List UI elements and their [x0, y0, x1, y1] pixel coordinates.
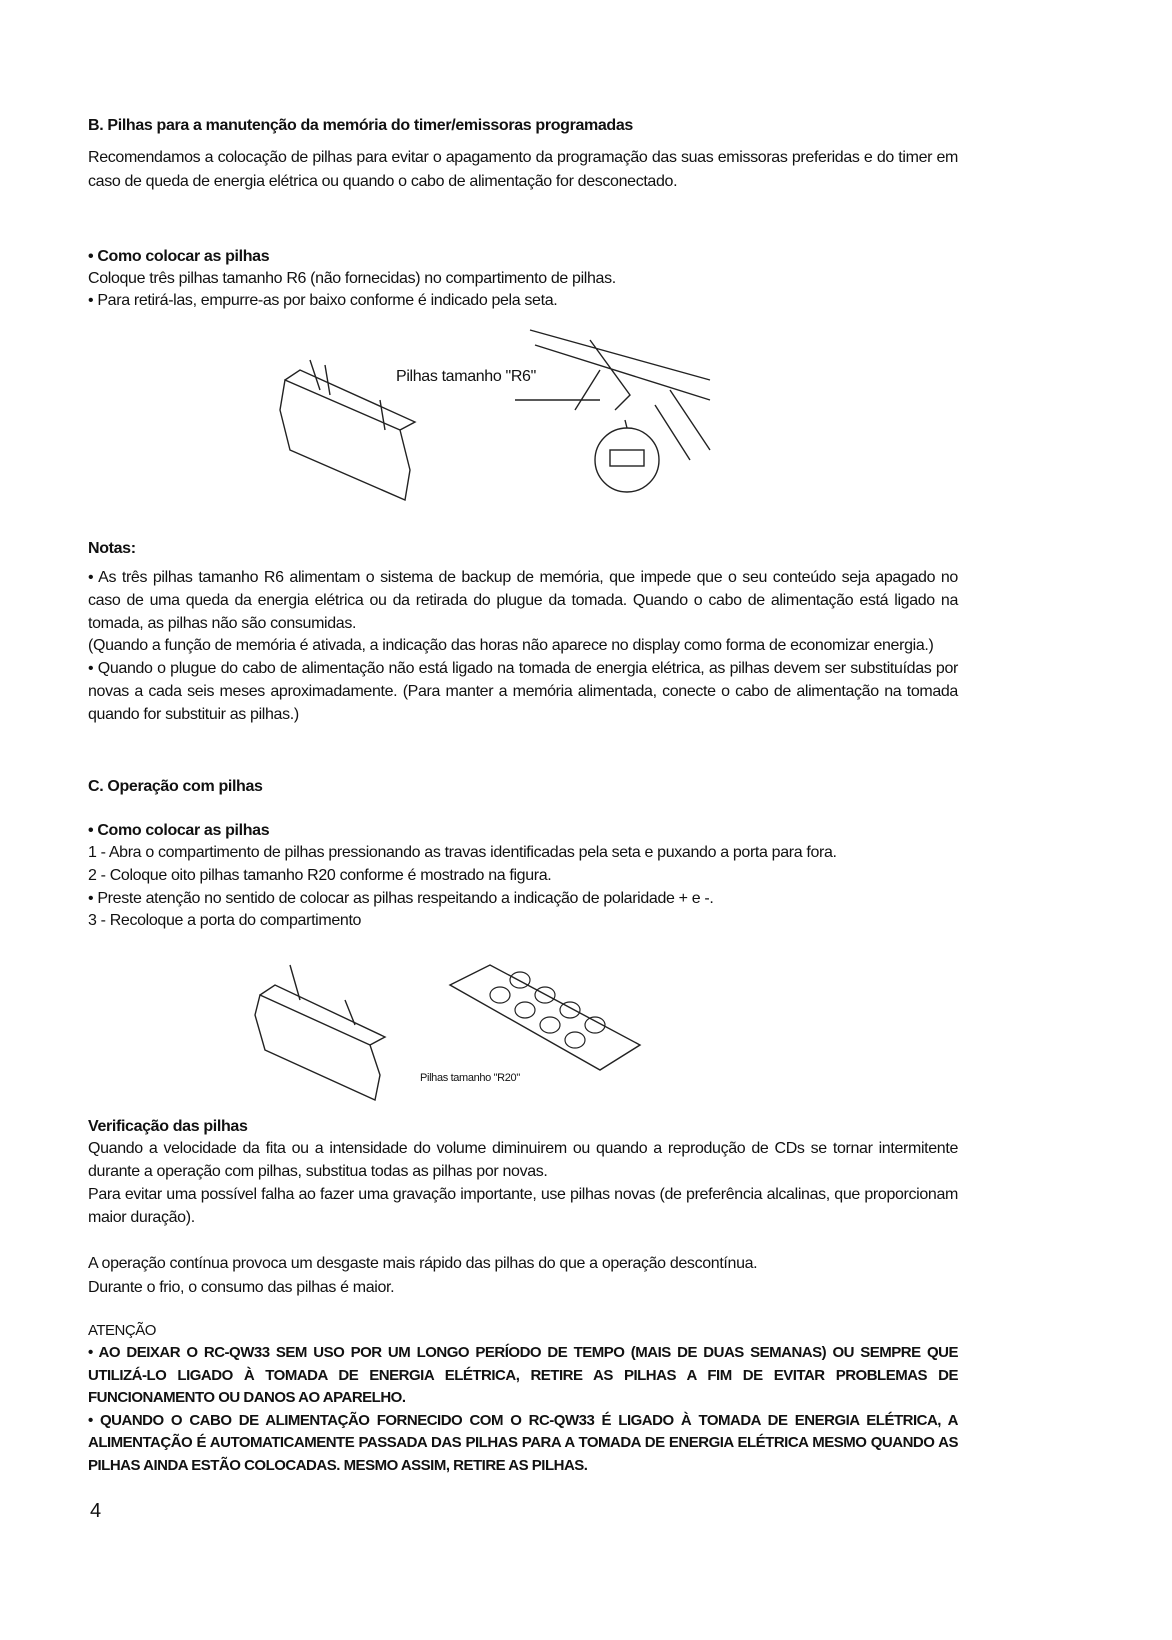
continuous-line: A operação contínua provoca um desgaste mais rápido das pilhas do que a operação descontínua.: [88, 1255, 758, 1272]
section-b-how-line: Coloque três pilhas tamanho R6 (não fornecidas) no compartimento de pilhas.: [88, 270, 616, 287]
check-title: Verificação das pilhas: [88, 1118, 248, 1135]
notes-body: [88, 567, 958, 727]
section-b-how-title: • Como colocar as pilhas: [88, 248, 270, 265]
warning-title: ATENÇÃO: [88, 1322, 156, 1339]
notes-title: Notas:: [88, 540, 136, 557]
step: • Preste atenção no sentido de colocar as pilhas respeitando a indicação de polaridade + e -.: [88, 889, 714, 907]
page-number: 4: [90, 1500, 101, 1522]
r6-battery-figure: [270, 310, 720, 520]
check-paragraph: Para evitar uma possível falha ao fazer uma gravação importante, use pilhas novas (de preferência alcalinas, que proporcionam maior duração).: [88, 1186, 958, 1226]
check-paragraph: Quando a velocidade da fita ou a intensidade do volume diminuirem ou quando a reprodução de CDs se tornar intermitente durante a operação com pilhas, substitua todas as pilhas por novas.: [88, 1140, 958, 1180]
section-c-steps: [88, 842, 958, 933]
section-b-how-line: • Para retirá-las, empurre-as por baixo conforme é indicado pela seta.: [88, 292, 558, 309]
step: 1 - Abra o compartimento de pilhas pressionando as travas identificadas pela seta e puxando a porta para fora.: [88, 844, 837, 861]
step: 2 - Coloque oito pilhas tamanho R20 conforme é mostrado na figura.: [88, 866, 552, 884]
check-body: [88, 1137, 958, 1229]
warning-body: [88, 1342, 958, 1477]
note-paragraph: (Quando a função de memória é ativada, a indicação das horas não aparece no display como forma de economizar energia.): [88, 637, 934, 655]
warning-item: • AO DEIXAR O RC-QW33 SEM USO POR UM LONGO PERÍODO DE TEMPO (MAIS DE DUAS SEMANAS) OU SEMPRE QUE UTILIZÁ-LO LIGADO À TOMADA DE ENERGIA ELÉTRICA, RETIRE AS PILHAS A FIM DE EVITAR PROBLEMAS DE FUNCIONAMENTO OU DANOS AO APARELHO.: [88, 1344, 958, 1406]
section-c-how-title: • Como colocar as pilhas: [88, 822, 270, 839]
section-b-intro: Recomendamos a colocação de pilhas para evitar o apagamento da programação das suas emissoras preferidas e do timer em caso de queda de energia elétrica ou quando o cabo de alimentação for desconectado.: [88, 149, 958, 190]
continuous-note: [88, 1252, 958, 1300]
section-c-title: C. Operação com pilhas: [88, 778, 263, 795]
r20-figure-label: Pilhas tamanho "R20": [420, 1072, 520, 1084]
note-paragraph: • Quando o plugue do cabo de alimentação não está ligado na tomada de energia elétrica, as pilhas devem ser substituídas por novas a cada seis meses aproximadamente. (Para manter a memória alimentada, conecte o cabo de alimentação na tomada quando for substituir as pilhas.): [88, 660, 958, 723]
r6-figure-label: Pilhas tamanho "R6": [396, 368, 536, 385]
note-paragraph: • As três pilhas tamanho R6 alimentam o sistema de backup de memória, que impede que o seu conteúdo seja apagado no caso de uma queda da energia elétrica ou da retirada do plugue da tomada. Quando o cabo de alimentação está ligado na tomada, as pilhas não são consumidas.: [88, 569, 958, 632]
step: 3 - Recoloque a porta do compartimento: [88, 912, 362, 930]
warning-item: • QUANDO O CABO DE ALIMENTAÇÃO FORNECIDO COM O RC-QW33 É LIGADO À TOMADA DE ENERGIA ELÉTRICA, A ALIMENTAÇÃO É AUTOMATICAMENTE PASSADA DAS PILHAS PARA A TOMADA DE ENERGIA ELÉTRICA MESMO QUANDO AS PILHAS AINDA ESTÃO COLOCADAS. MESMO ASSIM, RETIRE AS PILHAS.: [88, 1411, 958, 1474]
section-b-title: B. Pilhas para a manutenção da memória do timer/emissoras programadas: [88, 117, 633, 134]
continuous-line: Durante o frio, o consumo das pilhas é maior.: [88, 1279, 395, 1296]
